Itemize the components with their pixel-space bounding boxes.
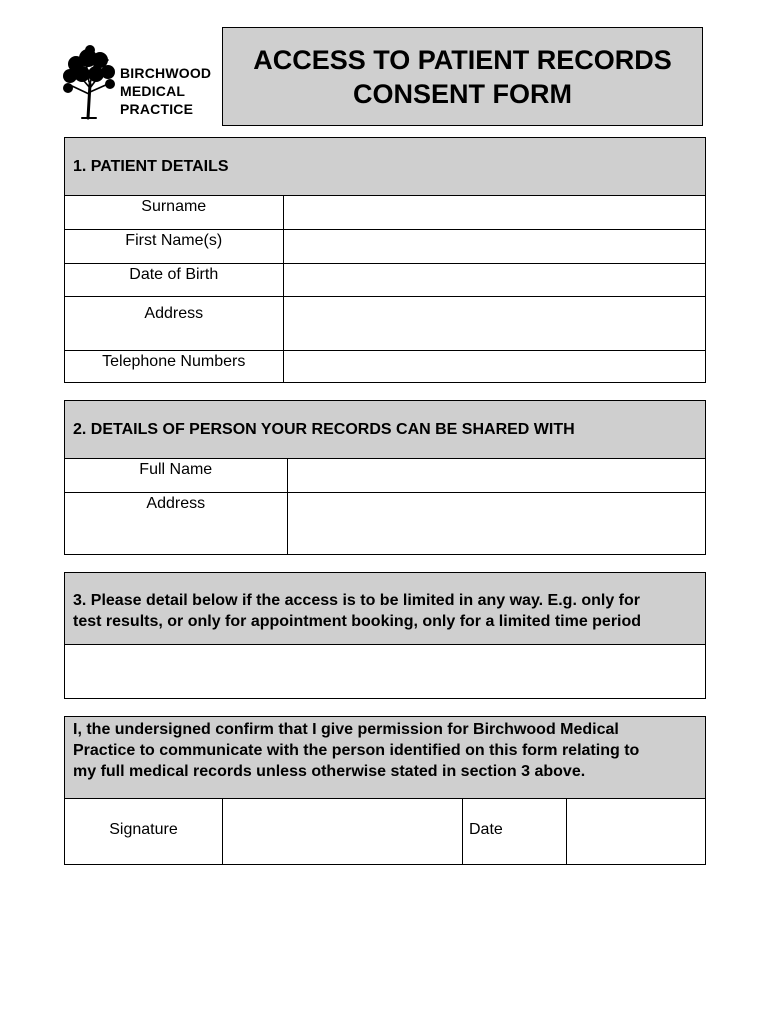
practice-name-line: MEDICAL bbox=[120, 83, 186, 99]
dob-label: Date of Birth bbox=[65, 263, 283, 296]
table-row bbox=[65, 263, 705, 296]
form-title-line2: CONSENT FORM bbox=[353, 78, 572, 109]
dob-field[interactable] bbox=[283, 263, 705, 296]
access-limits-section bbox=[64, 572, 706, 699]
table-row bbox=[65, 459, 705, 492]
practice-name bbox=[120, 64, 211, 118]
form-title-line1: ACCESS TO PATIENT RECORDS bbox=[253, 44, 672, 75]
surname-field[interactable] bbox=[283, 196, 705, 229]
full-name-label: Full Name bbox=[65, 459, 287, 492]
table-row bbox=[65, 196, 705, 229]
table-row bbox=[65, 350, 705, 382]
shared-person-table bbox=[65, 459, 705, 554]
consent-section bbox=[64, 716, 706, 865]
signature-row bbox=[65, 799, 705, 864]
section-heading bbox=[65, 573, 705, 645]
telephone-field[interactable] bbox=[283, 350, 705, 382]
shared-person-section bbox=[64, 400, 706, 555]
consent-line: Practice to communicate with the person identified on this form relating to bbox=[73, 742, 640, 759]
section-heading: 1. PATIENT DETAILS bbox=[65, 138, 705, 196]
address-field[interactable] bbox=[283, 296, 705, 350]
shared-address-field[interactable] bbox=[287, 492, 705, 554]
table-row bbox=[65, 296, 705, 350]
date-field[interactable] bbox=[567, 799, 705, 864]
patient-details-section bbox=[64, 137, 706, 383]
date-label: Date bbox=[463, 799, 567, 864]
practice-logo bbox=[60, 44, 220, 120]
first-names-label: First Name(s) bbox=[65, 229, 283, 263]
practice-name-line: BIRCHWOOD bbox=[120, 65, 212, 81]
access-limits-field[interactable] bbox=[65, 645, 705, 698]
first-names-field[interactable] bbox=[283, 229, 705, 263]
signature-label: Signature bbox=[65, 799, 223, 864]
section-heading-line: test results, or only for appointment booking, only for a limited time period bbox=[73, 613, 642, 630]
section-heading: 2. DETAILS OF PERSON YOUR RECORDS CAN BE SHARED WITH bbox=[65, 401, 705, 459]
consent-line: I, the undersigned confirm that I give permission for Birchwood Medical bbox=[73, 721, 619, 738]
consent-statement bbox=[65, 717, 705, 799]
address-label: Address bbox=[65, 296, 283, 350]
shared-address-label: Address bbox=[65, 492, 287, 554]
form-title bbox=[222, 27, 703, 126]
table-row bbox=[65, 492, 705, 554]
patient-details-table bbox=[65, 196, 705, 382]
signature-field[interactable] bbox=[223, 799, 463, 864]
consent-line: my full medical records unless otherwise stated in section 3 above. bbox=[73, 763, 586, 780]
telephone-label: Telephone Numbers bbox=[65, 350, 283, 382]
practice-name-line: PRACTICE bbox=[120, 101, 194, 117]
surname-label: Surname bbox=[65, 196, 283, 229]
section-heading-line: 3. Please detail below if the access is to be limited in any way. E.g. only for bbox=[73, 592, 640, 609]
full-name-field[interactable] bbox=[287, 459, 705, 492]
table-row bbox=[65, 229, 705, 263]
tree-icon bbox=[60, 44, 118, 120]
